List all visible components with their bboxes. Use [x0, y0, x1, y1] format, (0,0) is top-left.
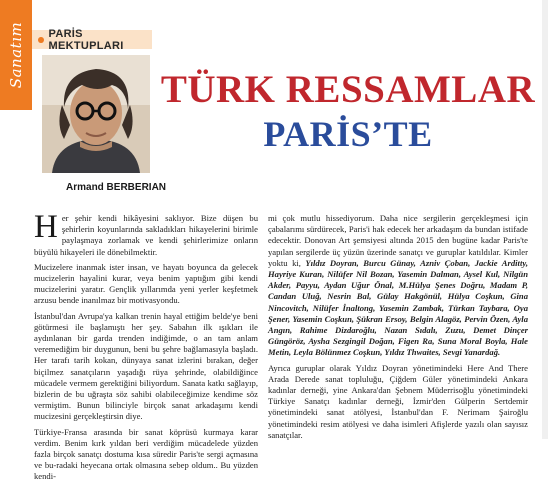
- paragraph: İstanbul'dan Avrupa'ya kalkan trenin hayal ettiğim belde'ye beni götürmesi ile başlamıştı her şey. Sabahın ilk ışıkları ile aydınlanan bir garda trenden indiğimde, o an tam anlam veremediğim bir duygunun, beni bu şehre bağlamasıyla başladı. Her tarafı tarih kokan, dünyaya sanat izlerini bırakan, değer biçilmez sanatçıların yaşadığı rüya şehrinde, olabildiğince mücadele vermem gerektiğini biliyordum. Sanata katkı sağlayıp, bizlerin de bu uğraşta söz sahibi olabileceğimize kendime söz vermiştim. Bunun bilinciyle birçok sanat arkadaşımı kendi mucizesini gerçekleştirsin diye.: [34, 310, 258, 422]
- paragraph-text: mi çok mutlu hissediyorum. Daha nice sergilerin gerçekleşmesi için çabalarımı sürdürecek, Paris'i hak edecek her arkadaşım da bundan istifade edecektir. Donovan Art şemsiyesi altında 2015 den bugüne kadar Paris'te yapılan sergilerde üç yüzün üzerinde sanatçı ve guruplar katıldılar. Kimler yoktu ki,: [268, 213, 528, 268]
- author-portrait-icon: [42, 55, 150, 173]
- article-column-right: [268, 213, 528, 445]
- drop-cap: H: [34, 209, 58, 245]
- section-side-tab: [0, 0, 32, 110]
- section-label-bar: [32, 27, 152, 52]
- paragraph: Türkiye-Fransa arasında bir sanat köprüsü kurmaya karar verdim. Benim kırk yıldan beri verdiğim mücadelede yüzden fazla birçok sanatçı dostuma kısa süredir Paris'te sergi açmasına ve bu-radaki heyecana ortak olmasına sebep oldum.. Bu yüzden kendi-: [34, 426, 258, 482]
- paragraph: Mucizelere inanmak ister insan, ve hayatı boyunca da gelecek mucizelerin hayalini kurar, veya benim yaptığım gibi kendi mucizelerini yaratır. Gençlik yıllarımda yeni yerler keşfetmek arzusu bende inanılmaz bir motivasyondu.: [34, 261, 258, 306]
- page-edge: [542, 0, 548, 439]
- headline-line-2: PARİS’TE: [263, 114, 433, 154]
- artist-names: Yıldız Doyran, Burcu Günay, Azniv Çoban, Jackie Arditty, Hayriye Kuran, Nilüfer Nil Bozan, Yasemin Dalman, Aysel Kul, Nilgün Akder, Payyu, Aydan Uğur Önal, M.Hülya Şenes Doğru, Madam P, Candan Uluğ, Nesrin Bal, Gülay Hakgönül, Hülya Coşkun, Gina Nincovitch, Nilüfer İnaltong, Yasemin Zambak, Türkan Taybara, Oya Şener, Yasemin Coşkun, Şükran Ersoy, Belgin Alagöz, Pervin Özen, Ayla Angın, Rahime Dizdaroğlu, Nazan Sıdalı, Zuzu, Demet Dinçer Güngöröz, Aysha Sezgingil Doğan, Figen Ra, Suna Moral Boyla, Hale Metin, Leyla Bölünmez Coşkun, Yıldız Thwaites, Sevgi Yanardağ.: [268, 257, 528, 358]
- section-label: PARİS MEKTUPLARI: [48, 27, 124, 52]
- paragraph: [34, 209, 258, 258]
- side-tab-label: Sanatım: [7, 21, 25, 89]
- bullet-icon: [38, 37, 44, 43]
- article-column-left: [34, 209, 258, 487]
- photo-caption: Armand BERBERIAN: [66, 182, 167, 193]
- headline-line-1: TÜRK RESSAMLAR: [160, 68, 536, 111]
- author-photo: [42, 55, 150, 173]
- paragraph: Ayrıca guruplar olarak Yıldız Doyran yönetimindeki Here And There Arada Derede sanat topluluğu, Çiğdem Güler yönetimindeki Ankara kadınlar derneği, yine Ankara'dan Şebnem Müderrisoğlu yönetimindeki Türkiye Sanatçı kadınlar derneği, İzmir'den Gülperin Sertdemir yönetimindeki sanat atölyesi, İstanbul'dan F. Nerimam Şairoğlu yönetimindeki resim atölyesi ve daha isimleri Afişlerde yazılı olan sayısız sanatçılar.: [268, 362, 528, 440]
- paragraph-text: er şehir kendi hikâyesini saklıyor. Bize düşen bu şehirlerin koyunlarında sakladıkları hikayelerini birimle paylaşmaya zorlamak ve kendi şehirlerimize onların büyülü hikayeleri ile dönebilmektir.: [34, 213, 258, 257]
- paragraph: [268, 213, 528, 359]
